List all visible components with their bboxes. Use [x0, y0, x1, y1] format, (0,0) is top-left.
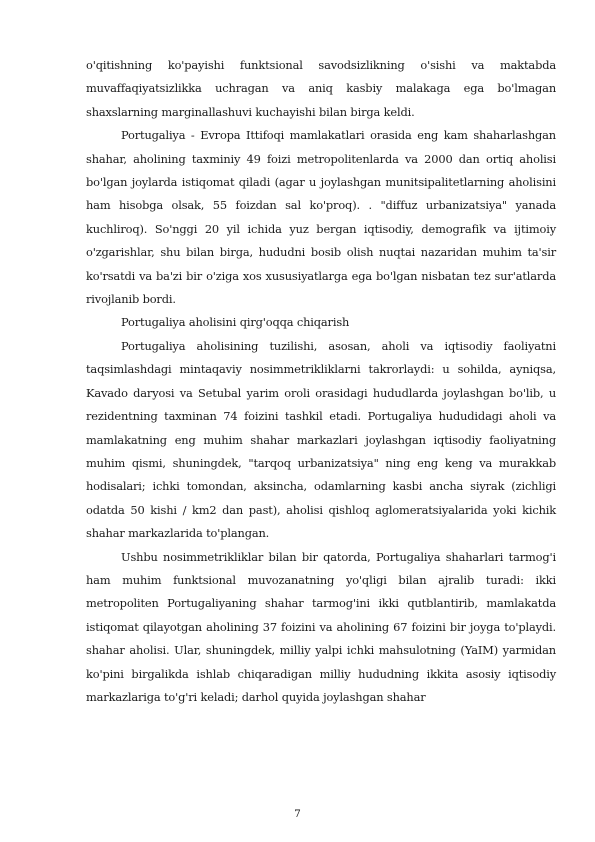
- paragraph: Portugaliya - Evropa Ittifoqi mamlakatlari orasida eng kam shaharlashgan shahar, aholining taxminiy 49 foizi metropolitenlarda va 2000 dan ortiq aholisi bo'lgan joylarda istiqomat qiladi (agar u joylashgan munitsipalitetlarning aholisini ham hisobga olsak, 55 foizdan sal ko'proq). . "diffuz urbanizatsiya" yanada kuchliroq). So'nggi 20 yil ichida yuz bergan iqtisodiy, demografik va ijtimoiy o'zgarishlar, shu bilan birga, hududni bosib olish nuqtai nazaridan muhim ta'sir ko'rsatdi va ba'zi bir o'ziga xos xususiyatlarga ega bo'lgan nisbatan tez sur'atlarda rivojlanib bordi.: [86, 128, 556, 307]
- section-heading: Portugaliya aholisini qirg'oqqa chiqarish: [121, 315, 350, 330]
- paragraph-continuation: o'qitishning ko'payishi funktsional savodsizlikning o'sishi va maktabda muvaffaqiyatsizlikka uchragan va aniq kasbiy malakaga ega bo'lmagan shaxslarning marginallashuvi kuchayishi bilan birga keldi.: [86, 58, 556, 119]
- paragraph: Ushbu nosimmetrikliklar bilan bir qatorda, Portugaliya shaharlari tarmog'i ham muhim funktsional muvozanatning yo'qligi bilan ajralib turadi: ikki metropoliten Portugaliyaning shahar tarmog'ini ikki qutblantirib, mamlakatda istiqomat qilayotgan aholining 37 foizini va aholining 67 foizini bir joyga to'playdi. shahar aholisi. Ular, shuningdek, milliy yalpi ichki mahsulotning (YaIM) yarmidan ko'pini birgalikda ishlab chiqaradigan milliy hududning ikkita asosiy iqtisodiy markazlariga to'g'ri keladi; darhol quyida joylashgan shahar: [86, 549, 556, 704]
- paragraph: Portugaliya aholisining tuzilishi, asosan, aholi va iqtisodiy faoliyatni taqsimlashdagi mintaqaviy nosimmetrikliklarni takrorlaydi: u sohilda, ayniqsa, Kavado daryosi va Setubal yarim oroli orasidagi hududlarda joylashgan bo'lib, u rezidentning taxminan 74 foizini tashkil etadi. Portugaliya hududidagi aholi va mamlakatning eng muhim shahar markazlari joylashgan iqtisodiy faoliyatning muhim qismi, shuningdek, "tarqoq urbanizatsiya" ning eng keng va murakkab hodisalari; ichki tomondan, aksincha, odamlarning kasbi ancha siyrak (zichligi odatda 50 kishi / km2 dan past), aholisi qishloq aglomeratsiyalarida yoki kichik shahar markazlarida to'plangan.: [86, 338, 556, 541]
- body-text: [86, 54, 556, 709]
- page-number: 7: [294, 808, 301, 820]
